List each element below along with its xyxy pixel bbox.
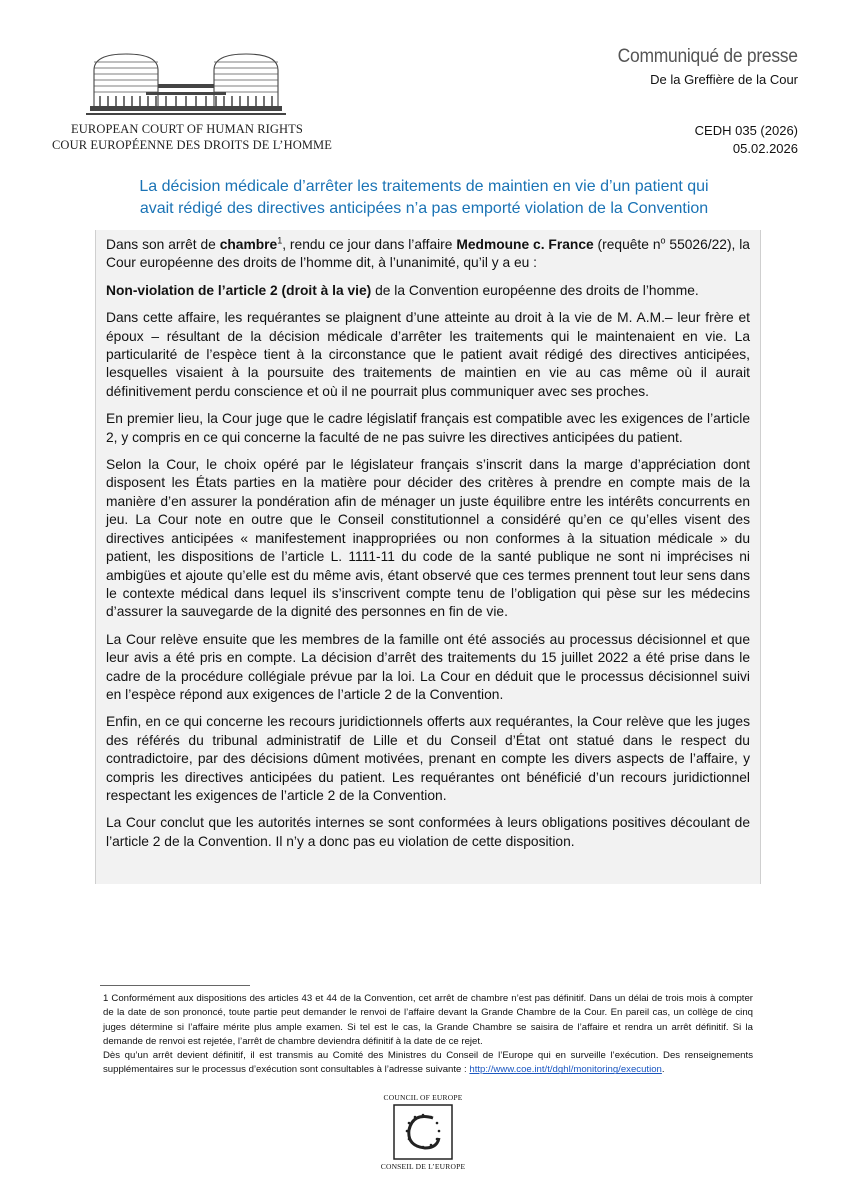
footnote-text-2-body: Dès qu’un arrêt devient définitif, il est transmis au Comité des Ministres du Conseil de l’Europe qui en surveille l’exécution. Des renseignements supplémentaires sur le processus d’exécution sont consultables à l’adresse suivante :: [103, 1050, 753, 1076]
headline-line-2: avait rédigé des directives anticipées n’a pas emporté violation de la Convention: [139, 200, 709, 217]
case-name: Medmoune c. France: [456, 237, 594, 252]
verdict-bold: Non-violation de l’article 2 (droit à la vie): [106, 282, 372, 298]
intro-text-1: Dans son arrêt de: [106, 237, 220, 252]
court-building-icon: [86, 48, 286, 118]
press-title: Communiqué de presse: [617, 46, 798, 67]
council-of-europe-logo: [368, 1093, 478, 1171]
intro-chamber: chambre: [219, 237, 278, 252]
footnote-divider: [100, 985, 250, 986]
intro-text-3: (requête n: [593, 237, 661, 252]
footnote: [103, 992, 753, 1078]
body-paragraph-3: Selon la Cour, le choix opéré par le législateur français s’inscrit dans la marge d’appréciation dont disposent les États parties en la matière pour décider des critères à prendre en compte mais de la manière d’en assurer la pondération afin de ménager un juste équilibre entre les intérêts concurrents en jeu. La Cour note en outre que le Conseil constitutionnel a considéré qu’en ce qu’elles visent des directives anticipées « manifestement inappropriées ou non conformes à la situation médicale » du patient, les dispositions de l’article L. 1111-11 du code de la santé publique ne sont ni imprécises ni ambigües et ajoute qu’elle est du même avis, étant observé que ces termes prennent tout leur sens dans le contexte médical dans lequel ils s’inscrivent compte tenu de l’obligation qui pèse sur les médecins d’assurer la sauvegarde de la dignité des personnes en fin de vie.: [106, 457, 750, 620]
footnote-reference[interactable]: 1: [277, 235, 283, 246]
footnote-period: .: [661, 1064, 665, 1076]
intro-paragraph: [106, 236, 750, 273]
court-name-en: EUROPEAN COURT OF HUMAN RIGHTS: [71, 122, 303, 136]
headline: [80, 176, 768, 220]
court-name-fr: COUR EUROPÉENNE DES DROITS DE L’HOMME: [52, 138, 332, 152]
footnote-text-1: 1 Conformément aux dispositions des articles 43 et 44 de la Convention, cet arrêt de chambre n’est pas définitif. Dans un délai de trois mois à compter de la date de son prononcé, toute partie peut demander le renvoi de l’affaire devant la Grande Chambre de la Cour. En pareil cas, un collège de cinq juges détermine si l’affaire mérite plus ample examen. Si tel est le cas, la Grande Chambre se saisira de l’affaire et rendra un arrêt définitif. Si la demande de renvoi est rejetée, l’arrêt de chambre deviendra définitif à la date de ce rejet.: [103, 993, 753, 1047]
coe-name-fr: CONSEIL DE L’EUROPE: [380, 1162, 466, 1171]
body-paragraph-5: Enfin, en ce qui concerne les recours juridictionnels offerts aux requérantes, la Cour relève que les juges des référés du tribunal administratif de Lille et du Conseil d’État ont statué dans le respect du contradictoire, par des décisions dûment motivées, prenant en compte les divers aspects de l’affaire, y compris les directives anticipées du patient. Les requérantes ont bénéficié d’un recours juridictionnel respectant les exigences de l’article 2 de la Convention.: [106, 714, 750, 803]
reference-number: CEDH 035 (2026): [694, 123, 798, 138]
verdict-paragraph: [106, 282, 750, 300]
release-date: 05.02.2026: [732, 141, 798, 156]
verdict-rest: de la Convention européenne des droits de l’homme.: [371, 282, 699, 298]
summary-box: [95, 230, 761, 884]
footnote-text-2: [103, 1049, 753, 1078]
body-paragraph-4: La Cour relève ensuite que les membres de la famille ont été associés au processus décisionnel et que leur avis a été pris en compte. La décision d’arrêt des traitements du 15 juillet 2022 a été prise dans le cadre de la procédure collégiale prévue par la loi. La Cour en déduit que le processus décisionnel suivi en l’espèce répond aux exigences de l’article 2 de la Convention.: [106, 631, 750, 702]
body-paragraph-2: En premier lieu, la Cour juge que le cadre législatif français est compatible avec les exigences de l’article 2, y compris en ce qui concerne la faculté de ne pas suivre les directives anticipées du patient.: [106, 411, 750, 445]
court-logo: [52, 48, 332, 153]
body-paragraph-1: Dans cette affaire, les requérantes se plaignent d’une atteinte au droit à la vie de M. A.M.– leur frère et époux – résultant de la décision médicale d’arrêter les traitements qui le maintenaient en vie. La particularité de l’espèce tient à la circonstance que le patient avait rédigé des directives anticipées, lesquelles visaient à la poursuite des traitements de maintien en vie au cas même où il aurait définitivement perdu conscience et où il ne pourrait plus communiquer avec ses proches.: [106, 310, 750, 399]
press-subtitle: De la Greffière de la Cour: [650, 72, 798, 87]
coe-emblem-icon: [393, 1104, 453, 1160]
intro-text-4: 55026/22), la Cour européenne des droits de l’homme dit, à l’unanimité, qu’il y a eu :: [106, 237, 750, 271]
reference-block: [695, 122, 798, 158]
execution-link[interactable]: http://www.coe.int/t/dghl/monitoring/execution: [469, 1064, 662, 1076]
headline-line-1: La décision médicale d’arrêter les traitements de maintien en vie d’un patient qui: [139, 178, 709, 195]
intro-text-2: , rendu ce jour dans l’affaire: [282, 237, 457, 252]
press-release-header: [602, 46, 798, 87]
coe-name-en: COUNCIL OF EUROPE: [383, 1093, 463, 1102]
number-superscript: o: [660, 235, 666, 246]
body-paragraph-6: La Cour conclut que les autorités internes se sont conformées à leurs obligations positives découlant de l’article 2 de la Convention. Il n’y a donc pas eu violation de cette disposition.: [106, 815, 750, 849]
